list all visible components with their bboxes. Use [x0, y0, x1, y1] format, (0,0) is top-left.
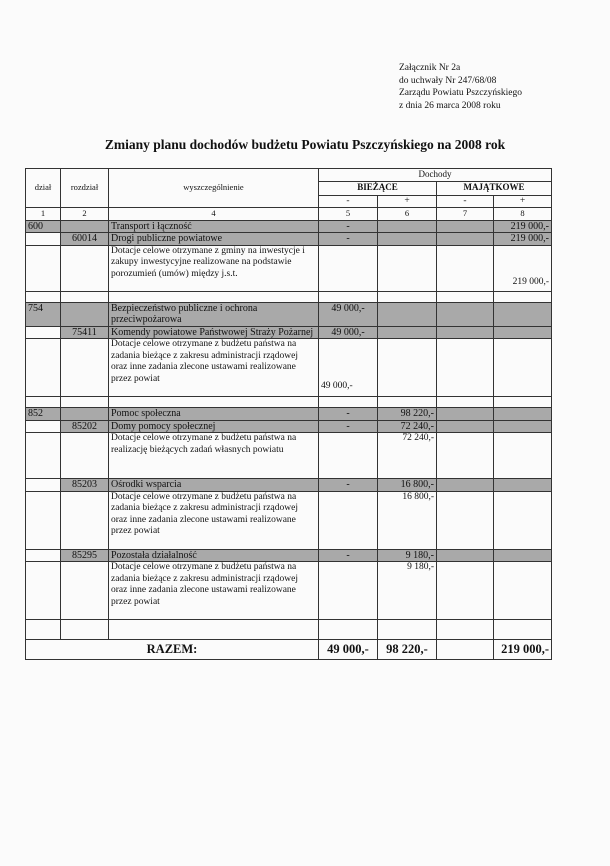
- chapter-number: 60014: [61, 233, 109, 246]
- header-plus: +: [494, 195, 552, 208]
- description-majatkowe-plus: [494, 433, 552, 479]
- description-biezace-plus: 72 240,-: [378, 433, 437, 479]
- header-dochody: Dochody: [319, 169, 552, 182]
- spacer-cell: [26, 291, 61, 302]
- spacer-cell: [61, 397, 109, 408]
- description-majatkowe-plus: [494, 491, 552, 549]
- description-majatkowe-minus: [437, 339, 494, 397]
- section-rozdzial: [61, 302, 109, 326]
- description-rozdzial: [61, 433, 109, 479]
- total-majatkowe-minus: [437, 640, 494, 660]
- description-rozdzial: [61, 245, 109, 291]
- description-majatkowe-plus: [494, 339, 552, 397]
- chapter-majatkowe-plus: [494, 549, 552, 562]
- attachment-line: do uchwały Nr 247/68/08: [399, 75, 497, 86]
- spacer-cell: [319, 397, 378, 408]
- spacer-cell: [437, 291, 494, 302]
- description-biezace-minus: [319, 491, 378, 549]
- spacer-cell: [494, 397, 552, 408]
- section-biezace-minus: 49 000,-: [319, 302, 378, 326]
- description-dzial: [26, 339, 61, 397]
- total-label: RAZEM:: [26, 640, 319, 660]
- chapter-majatkowe-minus: [437, 549, 494, 562]
- spacer-cell: [319, 291, 378, 302]
- description-text: Dotacje celowe otrzymane z budżetu państwa na zadania bieżące z zakresu administracji rządowej oraz inne zadania zlecone ustawami realizowane przez powiat: [109, 562, 319, 620]
- chapter-majatkowe-minus: [437, 233, 494, 246]
- description-majatkowe-plus: 219 000,-: [494, 245, 552, 291]
- chapter-row: [26, 549, 552, 562]
- chapter-biezace-plus: [378, 326, 437, 339]
- description-majatkowe-minus: [437, 433, 494, 479]
- header-plus: +: [378, 195, 437, 208]
- chapter-biezace-plus: 16 800,-: [378, 479, 437, 492]
- header-minus: -: [319, 195, 378, 208]
- attachment-line: z dnia 26 marca 2008 roku: [399, 100, 501, 111]
- chapter-row: [26, 479, 552, 492]
- chapter-row: [26, 233, 552, 246]
- description-majatkowe-minus: [437, 562, 494, 620]
- section-row: [26, 302, 552, 326]
- spacer-cell: [109, 397, 319, 408]
- chapter-name: Domy pomocy społecznej: [109, 420, 319, 433]
- section-majatkowe-minus: [437, 408, 494, 421]
- chapter-number: 75411: [61, 326, 109, 339]
- header-biezace: BIEŻĄCE: [319, 181, 437, 195]
- attachment-line: Załącznik Nr 2a: [399, 63, 461, 73]
- total-biezace-minus: 49 000,-: [319, 640, 378, 660]
- section-biezace-plus: [378, 220, 437, 233]
- header-dzial: dział: [26, 169, 61, 208]
- spacer-cell: [378, 291, 437, 302]
- chapter-biezace-plus: [378, 233, 437, 246]
- description-row: [26, 245, 552, 291]
- chapter-number: 85295: [61, 549, 109, 562]
- chapter-name: Pozostała działalność: [109, 549, 319, 562]
- section-majatkowe-plus: [494, 302, 552, 326]
- chapter-number: 85202: [61, 420, 109, 433]
- blank-cell: [494, 620, 552, 640]
- blank-cell: [378, 620, 437, 640]
- spacer-row: [26, 291, 552, 302]
- section-name: Pomoc społeczna: [109, 408, 319, 421]
- section-biezace-plus: 98 220,-: [378, 408, 437, 421]
- description-row: [26, 562, 552, 620]
- document-title: Zmiany planu dochodów budżetu Powiatu Pszczyńskiego na 2008 rok: [104, 137, 506, 152]
- column-number: 5: [319, 208, 378, 221]
- description-majatkowe-minus: [437, 491, 494, 549]
- header-minus: -: [437, 195, 494, 208]
- section-rozdzial: [61, 408, 109, 421]
- section-name: Bezpieczeństwo publiczne i ochrona przeciwpożarowa: [109, 302, 319, 326]
- chapter-majatkowe-plus: [494, 420, 552, 433]
- attachment-line: Zarządu Powiatu Pszczyńskiego: [399, 88, 522, 98]
- description-biezace-minus: [319, 433, 378, 479]
- description-majatkowe-minus: [437, 245, 494, 291]
- description-rozdzial: [61, 339, 109, 397]
- chapter-dzial: [26, 420, 61, 433]
- chapter-biezace-minus: -: [319, 420, 378, 433]
- column-number: 1: [26, 208, 61, 221]
- chapter-biezace-minus: -: [319, 549, 378, 562]
- spacer-cell: [109, 291, 319, 302]
- description-biezace-minus: [319, 562, 378, 620]
- blank-cell: [61, 620, 109, 640]
- description-dzial: [26, 491, 61, 549]
- description-row: [26, 433, 552, 479]
- section-row: [26, 220, 552, 233]
- chapter-number: 85203: [61, 479, 109, 492]
- description-rozdzial: [61, 491, 109, 549]
- section-majatkowe-minus: [437, 302, 494, 326]
- chapter-row: [26, 326, 552, 339]
- description-dzial: [26, 433, 61, 479]
- section-number: 754: [26, 302, 61, 326]
- chapter-majatkowe-plus: 219 000,-: [494, 233, 552, 246]
- description-biezace-minus: 49 000,-: [319, 339, 378, 397]
- section-biezace-minus: -: [319, 220, 378, 233]
- column-number: 4: [109, 208, 319, 221]
- chapter-biezace-minus: 49 000,-: [319, 326, 378, 339]
- total-biezace-plus: 98 220,-: [378, 640, 437, 660]
- spacer-cell: [26, 397, 61, 408]
- chapter-majatkowe-plus: [494, 479, 552, 492]
- income-changes-table: [25, 168, 552, 660]
- blank-cell: [26, 620, 61, 640]
- spacer-cell: [494, 291, 552, 302]
- section-majatkowe-plus: [494, 408, 552, 421]
- chapter-dzial: [26, 479, 61, 492]
- section-name: Transport i łączność: [109, 220, 319, 233]
- section-number: 852: [26, 408, 61, 421]
- header-majatkowe: MAJĄTKOWE: [437, 181, 552, 195]
- description-row: [26, 491, 552, 549]
- blank-cell: [109, 620, 319, 640]
- description-text: Dotacje celowe otrzymane z budżetu państwa na zadania bieżące z zakresu administracji rządowej oraz inne zadania zlecone ustawami realizowane przez powiat: [109, 491, 319, 549]
- chapter-biezace-plus: 9 180,-: [378, 549, 437, 562]
- description-text: Dotacje celowe otrzymane z budżetu państwa na realizację bieżących zadań własnych powiatu: [109, 433, 319, 479]
- chapter-majatkowe-plus: [494, 326, 552, 339]
- column-number: 7: [437, 208, 494, 221]
- description-rozdzial: [61, 562, 109, 620]
- section-majatkowe-minus: [437, 220, 494, 233]
- description-biezace-plus: [378, 245, 437, 291]
- chapter-dzial: [26, 233, 61, 246]
- header-wyszczegolnienie: wyszczególnienie: [109, 169, 319, 208]
- attachment-note: [399, 62, 522, 112]
- spacer-row: [26, 397, 552, 408]
- column-number: 8: [494, 208, 552, 221]
- chapter-majatkowe-minus: [437, 420, 494, 433]
- description-majatkowe-plus: [494, 562, 552, 620]
- chapter-name: Komendy powiatowe Państwowej Straży Pożarnej: [109, 326, 319, 339]
- description-row: [26, 339, 552, 397]
- blank-cell: [437, 620, 494, 640]
- description-text: Dotacje celowe otrzymane z gminy na inwestycje i zakupy inwestycyjne realizowane na podstawie porozumień (umów) między j.s.t.: [109, 245, 319, 291]
- chapter-dzial: [26, 549, 61, 562]
- spacer-cell: [61, 291, 109, 302]
- chapter-row: [26, 420, 552, 433]
- description-biezace-plus: 16 800,-: [378, 491, 437, 549]
- section-biezace-minus: -: [319, 408, 378, 421]
- description-biezace-plus: 9 180,-: [378, 562, 437, 620]
- description-text: Dotacje celowe otrzymane z budżetu państwa na zadania bieżące z zakresu administracji rządowej oraz inne zadania zlecone ustawami realizowane przez powiat: [109, 339, 319, 397]
- section-rozdzial: [61, 220, 109, 233]
- chapter-majatkowe-minus: [437, 326, 494, 339]
- section-row: [26, 408, 552, 421]
- description-dzial: [26, 245, 61, 291]
- chapter-majatkowe-minus: [437, 479, 494, 492]
- total-row: [26, 640, 552, 660]
- description-biezace-plus: [378, 339, 437, 397]
- blank-row: [26, 620, 552, 640]
- section-number: 600: [26, 220, 61, 233]
- chapter-biezace-minus: -: [319, 479, 378, 492]
- description-biezace-minus: [319, 245, 378, 291]
- description-dzial: [26, 562, 61, 620]
- column-number: 2: [61, 208, 109, 221]
- column-number: 6: [378, 208, 437, 221]
- chapter-name: Drogi publiczne powiatowe: [109, 233, 319, 246]
- chapter-biezace-plus: 72 240,-: [378, 420, 437, 433]
- total-majatkowe-plus: 219 000,-: [494, 640, 552, 660]
- spacer-cell: [437, 397, 494, 408]
- chapter-name: Ośrodki wsparcia: [109, 479, 319, 492]
- section-majatkowe-plus: 219 000,-: [494, 220, 552, 233]
- blank-cell: [319, 620, 378, 640]
- chapter-dzial: [26, 326, 61, 339]
- spacer-cell: [378, 397, 437, 408]
- chapter-biezace-minus: -: [319, 233, 378, 246]
- section-biezace-plus: [378, 302, 437, 326]
- header-rozdzial: rozdział: [61, 169, 109, 208]
